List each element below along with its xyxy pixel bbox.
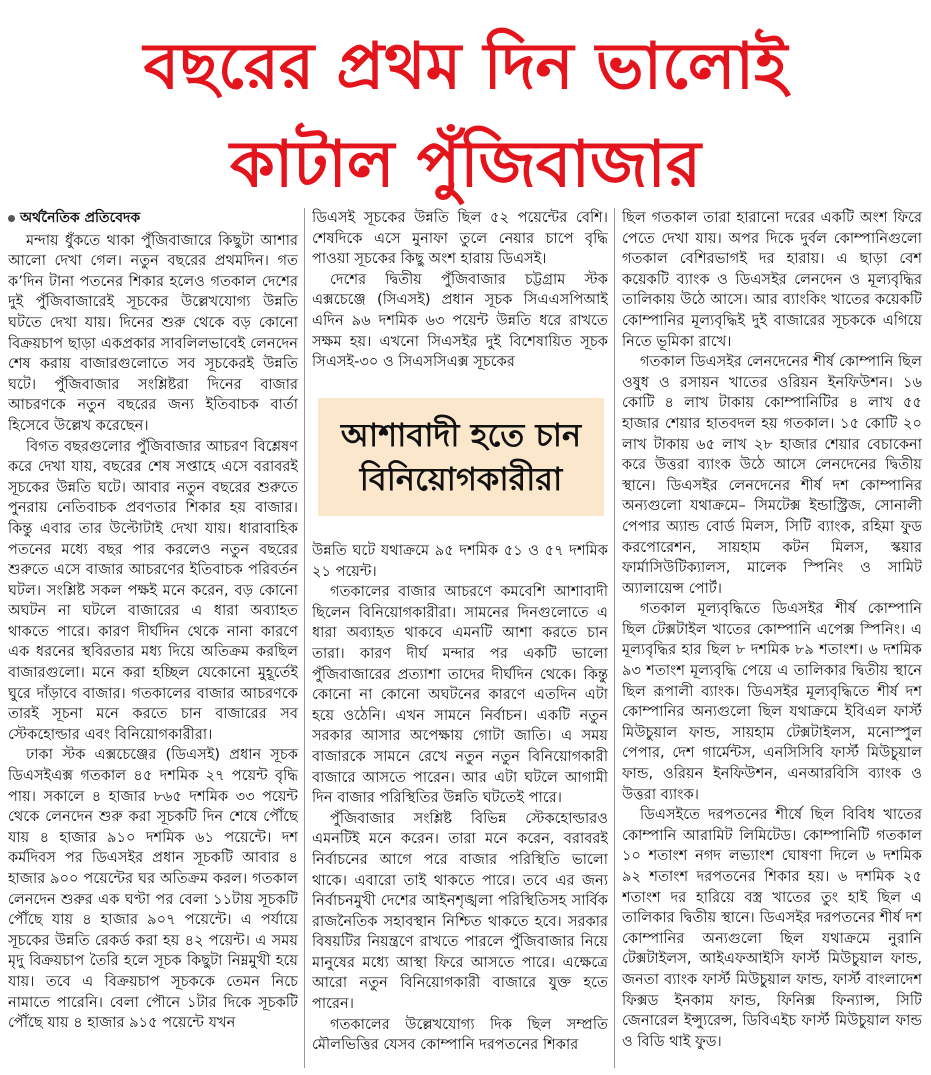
paragraph: ছিল গতকাল তারা হারানো দরের একটি অংশ ফিরে পেতে দেখা যায়। অপর দিকে দুর্বল কোম্পানিগুলো গতকাল বেশিরভাগই দর হারায়। এ ছাড়া বেশ কয়েকটি ব্যাংক ও ডিএসইর লেনদেন ও মূল্যবৃদ্ধির তালিকায় উঠে আসে। আর ব্যাংকিং খাতের কয়েকটি কোম্পানির মূল্যবৃদ্ধিই দুই বাজারের সূচককে এগিয়ে নিতে ভূমিকা রাখে। [622, 209, 922, 350]
article-column-2-bottom [312, 541, 608, 1067]
byline [8, 208, 298, 229]
paragraph: ঢাকা স্টক এক্সচেঞ্জের (ডিএসই) প্রধান সূচক ডিএসইএক্স গতকাল ৪৫ দশমিক ২৭ পয়েন্ট বৃদ্ধি পায়। সকালে ৪ হাজার ৮৬৫ দশমিক ৩৩ পয়েন্ট থেকে লেনদেন শুরু করা সূচকটি দিন শেষে পৌঁছে যায় ৪ হাজার ৯১০ দশমিক ৬১ পয়েন্টে। দশ কর্মদিবস পর ডিএসইর প্রধান সূচকটি আবার ৪ হাজার ৯০০ পয়েন্টের ঘর অতিক্রম করল। গতকাল লেনদেন শুরুর এক ঘণ্টা পর বেলা ১১টায় সূচকটি পৌঁছে যায় ৪ হাজার ৯০৭ পয়েন্টে। এ পর্যায়ে সূচকের উন্নতি রেকর্ড করা হয় ৪২ পয়েন্ট। এ সময় মৃদু বিক্রয়চাপ তৈরি হলে সূচক কিছুটা নিম্নমুখী হয়ে যায়। তবে এ বিক্রয়চাপ সূচককে তেমন নিচে নামাতে পারেনি। বেলা পৌনে ১টার দিকে সূচকটি পৌঁছে যায় ৪ হাজার ৯১৫ পয়েন্টে যখন [8, 746, 298, 1032]
paragraph: গতকাল মূল্যবৃদ্ধিতে ডিএসইর শীর্ষ কোম্পানি ছিল টেক্সটাইল খাতের কোম্পানি এপেক্স স্পিনিং। এ মূল্যবৃদ্ধির হার ছিল ৮ দশমিক ৮৯ শতাংশ। ৬ দশমিক ৯৩ শতাংশ মূল্যবৃদ্ধি পেয়ে এ তালিকার দ্বিতীয় স্থানে ছিল রূপালী ব্যাংক। ডিএসইর মূল্যবৃদ্ধিতে শীর্ষ দশ কোম্পানির অন্যগুলো ছিল যথাক্রমে ইবিএল ফার্স্ট মিউচুয়াল ফান্ড, সায়হাম টেক্সটাইলস, মনোস্পুল পেপার, দেশ গার্মেন্টস, এনসিসিবি ফার্স্ট মিউচুয়াল ফান্ড, ওরিয়ন ইনফিউশন, এনআরবিসি ব্যাংক ও উত্তরা ব্যাংক। [622, 600, 922, 803]
headline-line-1: বছরের প্রথম দিন ভালোই [143, 30, 788, 104]
column-divider [304, 208, 305, 1068]
paragraph: দেশের দ্বিতীয় পুঁজিবাজার চট্টগ্রাম স্টক এক্সচেঞ্জে (সিএসই) প্রধান সূচক সিএএসপিআই এদিন ৯৬ দশমিক ৬৩ পয়েন্ট উন্নতি ধরে রাখতে সক্ষম হয়। এখনো সিএসইর দুই বিশেষায়িত সূচক সিএসই-৩০ ও সিএসসিএক্স সূচকের [312, 270, 608, 371]
paragraph: বিগত বছরগুলোর পুঁজিবাজার আচরণ বিশ্লেষণ করে দেখা যায়, বছরের শেষ সপ্তাহে এসে বরাবরই সূচকের উন্নতি ঘটে। আবার নতুন বছরের শুরুতে পুনরায় নেতিবাচক প্রবণতার শিকার হয় বাজার। কিন্তু এবার তার উল্টোটাই দেখা যায়। ধারাবাহিক পতনের মধ্যে বছর পার করলেও নতুন বছরের শুরুতে এসে বাজার আচরণের ইতিবাচক পরিবর্তন ঘটল। সংশ্লিষ্ট সকল পক্ষই মনে করেন, বড় কোনো অঘটন না ঘটলে বাজারের এ ধারা অব্যাহত থাকতে পারে। কারণ দীর্ঘদিন থেকে নানা কারণে এক ধরনের স্থবিরতার মধ্য দিয়ে অতিক্রম করছিল বাজারগুলো। মনে করা হচ্ছিল যেকোনো মুহূর্তেই ঘুরে দাঁড়াবে বাজার। গতকালের বাজার আচরণকে তারই সূচনা মনে করতে চান বাজারের সব স্টেকহোল্ডার এবং বিনিয়োগকারীরা। [8, 437, 298, 743]
paragraph: গতকাল ডিএসইর লেনদেনের শীর্ষ কোম্পানি ছিল ওষুধ ও রসায়ন খাতের ওরিয়ন ইনফিউশন। ১৬ কোটি ৪ লাখ টাকায় কোম্পানিটির ৪ লাখ ৫৫ হাজার শেয়ার হাতবদল হয় গতকাল। ১৫ কোটি ২০ লাখ টাকায় ৬৫ লাখ ২৮ হাজার শেয়ার বেচাকেনা করে উত্তরা ব্যাংক উঠে আসে লেনদেনের দ্বিতীয় স্থানে। ডিএসইর লেনদেনের শীর্ষ দশ কোম্পানির অন্যগুলো যথাক্রমে– সিমটেক্স ইন্ডাস্ট্রিজ, সোনালী পেপার অ্যান্ড বোর্ড মিলস, সিটি ব্যাংক, রহিমা ফুড করপোরেশন, সায়হাম কটন মিলস, স্কয়ার ফার্মাসিউটিক্যালস, মালেক স্পিনিং ও সামিট অ্যালায়েন্স পোর্ট। [622, 353, 922, 597]
headline-line-2: কাটাল পুঁজিবাজার [230, 128, 701, 202]
headline [0, 18, 931, 214]
paragraph: ডিএসইতে দরপতনের শীর্ষে ছিল বিবিধ খাতের কোম্পানি আরামিট লিমিটেড। কোম্পানিটি গতকাল ১০ শতাংশ নগদ লভ্যাংশ ঘোষণা দিলে ৬ দশমিক ৯২ শতাংশ দরপতনের শিকার হয়। ৬ দশমিক ২৫ শতাংশ দর হারিয়ে বস্ত্র খাতের তুং হাই ছিল এ তালিকার দ্বিতীয় স্থানে। ডিএসইর দরপতনের শীর্ষ দশ কোম্পানির অন্যগুলো ছিল যথাক্রমে নুরানি টেক্সটাইলস, আইএফআইসি ফার্স্ট মিউচুয়াল ফান্ড, জনতা ব্যাংক ফার্স্ট মিউচুয়াল ফান্ড, ফার্স্ট বাংলাদেশ ফিক্সড ইনকাম ফান্ড, ফিনিক্স ফিন্যান্স, সিটি জেনারেল ইন্স্যুরেন্স, ডিবিএইচ ফার্স্ট মিউচুয়াল ফান্ড ও বিডি থাই ফুড। [622, 806, 922, 1050]
paragraph: ডিএসই সূচকের উন্নতি ছিল ৫২ পয়েন্টের বেশি। শেষদিকে এসে মুনাফা তুলে নেয়ার চাপে বৃদ্ধি পাওয়া সূচকের কিছু অংশ হারায় ডিএসই। [312, 209, 608, 268]
paragraph: গতকালের উল্লেখযোগ্য দিক ছিল সম্প্রতি মৌলভিত্তির যেসব কোম্পানি দরপতনের শিকার [312, 1015, 608, 1054]
pull-quote-box [318, 398, 604, 516]
article-column-3 [622, 208, 922, 1068]
bullet-icon [8, 215, 15, 222]
article-column-1 [8, 208, 298, 1068]
pull-quote-line-2: বিনিয়োগকারীরা [359, 460, 563, 498]
pull-quote-line-1: আশাবাদী হতে চান [340, 416, 582, 454]
paragraph: গতকালের বাজার আচরণে কমবেশি আশাবাদী ছিলেন বিনিয়োগকারীরা। সামনের দিনগুলোতে এ ধারা অব্যাহত থাকবে এমনটি আশা করতে চান তারা। কারণ দীর্ঘ মন্দার পর একটি ভালো পুঁজিবাজারের প্রত্যাশা তাদের দীর্ঘদিন থেকে। কিন্তু কোনো না কোনো অঘটনের কারণে এতদিন এটা হয়ে ওঠেনি। এখন সামনে নির্বাচন। একটি নতুন সরকার আসার অপেক্ষায় গোটা জাতি। এ সময় বাজারকে সামনে রেখে নতুন নতুন বিনিয়োগকারী বাজারে আসতে পারেন। আর এটা ঘটলে আগামী দিন বাজার পরিস্থিতির উন্নতি ঘটতেই পারে। [312, 583, 608, 807]
paragraph: পুঁজিবাজার সংশ্লিষ্ট বিভিন্ন স্টেকহোল্ডারও এমনটিই মনে করেন। তারা মনে করেন, বরাবরই নির্বাচনের আগে পরে বাজার পরিস্থিতি ভালো থাকে। এবারো তাই থাকতে পারে। তবে এর জন্য নির্বাচনমুখী দেশের আইনশৃঙ্খলা পরিস্থিতিসহ সার্বিক রাজনৈতিক সহাবস্থান নিশ্চিত থাকতে হবে। সরকার বিষয়টির নিয়ন্ত্রণে রাখতে পারলে পুঁজিবাজার নিয়ে মানুষের মধ্যে আস্থা ফিরে আসতে পারে। এক্ষেত্রে আরো নতুন বিনিয়োগকারী বাজারে যুক্ত হতে পারেন। [312, 809, 608, 1013]
byline-text: অর্থনৈতিক প্রতিবেদক [20, 210, 141, 226]
paragraph: উন্নতি ঘটে যথাক্রমে ৯৫ দশমিক ৫১ ও ৫৭ দশমিক ২১ পয়েন্ট। [312, 542, 608, 580]
article-column-2-top [312, 208, 608, 394]
paragraph: মন্দায় ধুঁকতে থাকা পুঁজিবাজারে কিছুটা আশার আলো দেখা গেল। নতুন বছরের প্রথমদিন। গত ক’দিন টানা পতনের শিকার হলেও গতকাল দেশের দুই পুঁজিবাজারেই সূচকের উল্লেখযোগ্য উন্নতি ঘটতে দেখা যায়। দিনের শুরু থেকে বড় কোনো বিক্রয়চাপ ছাড়া একপ্রকার সাবলিলভাবেই লেনদেন শেষ করায় বাজারগুলোতে সব সূচকেরই উন্নতি ঘটে। পুঁজিবাজার সংশ্লিষ্টরা দিনের বাজার আচরণকে নতুন বছরের জন্য ইতিবাচক বার্তা হিসেবে উল্লেখ করেছেন। [8, 231, 298, 434]
column-divider [614, 208, 615, 1068]
